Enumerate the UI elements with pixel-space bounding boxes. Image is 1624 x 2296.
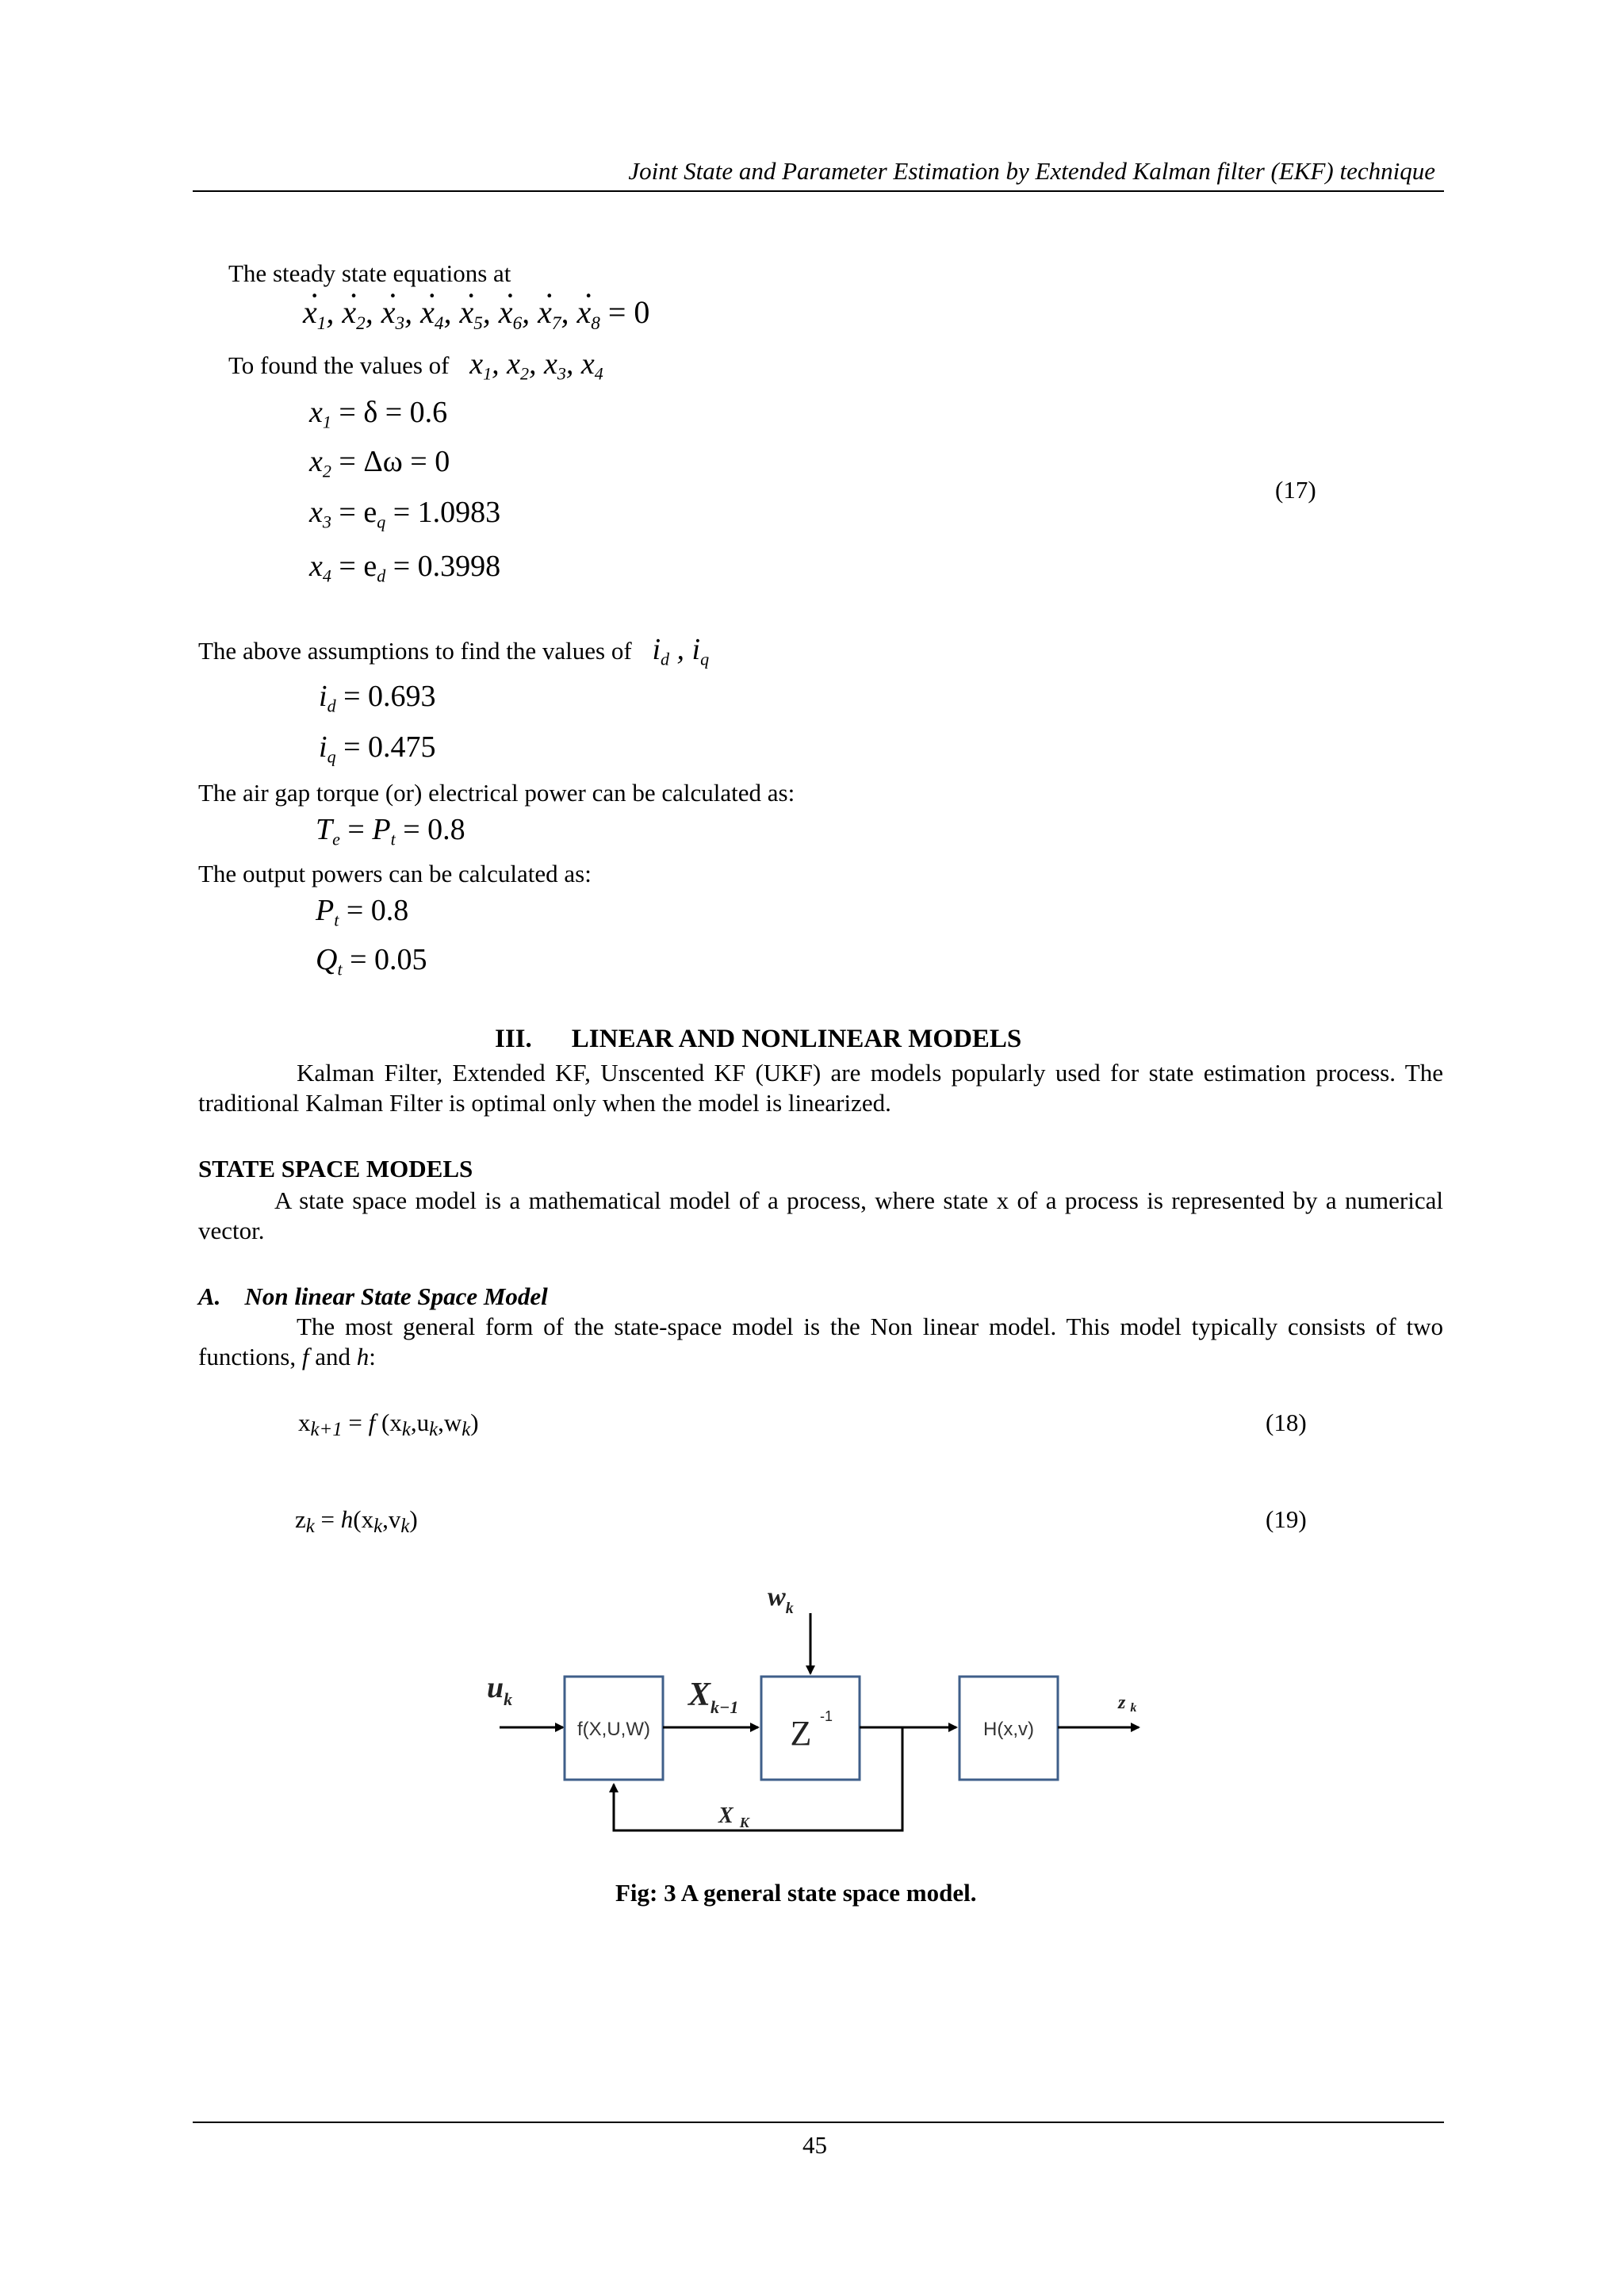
- output-label: zk: [1118, 1692, 1137, 1715]
- eq-pt: $P_t = 0.8$: [316, 894, 409, 930]
- eq19-number: (19): [1266, 1505, 1307, 1533]
- block-f-label: f(X,U,W): [577, 1719, 650, 1740]
- noise-label: $w_k$: [768, 1582, 794, 1617]
- eq18-number: (18): [1266, 1409, 1307, 1436]
- feedback-label: X $_K$: [718, 1803, 749, 1830]
- eq18: $x_{k+1} = f$ $(x_k,u_k,w_k)$: [298, 1409, 479, 1441]
- header-rule: [193, 190, 1444, 192]
- block-z-label: Z: [790, 1714, 812, 1753]
- currents-text: The above assumptions to find the values of: [198, 637, 632, 665]
- block-z-sup: -1: [820, 1708, 833, 1724]
- running-header: Joint State and Parameter Estimation by Extended Kalman filter (EKF) technique: [628, 157, 1435, 185]
- ssm-heading: STATE SPACE MODELS: [198, 1155, 473, 1182]
- section3-heading: III. LINEAR AND NONLINEAR MODELS: [495, 1025, 1022, 1053]
- eq-x4: $x_4 = e_d = 0.3998$: [309, 550, 501, 586]
- input-label: $u_k$: [487, 1671, 513, 1709]
- eq-x2: $x_2 = \Delta\omega = 0$: [309, 445, 450, 481]
- ssm-para: A state space model is a mathematical model of a process, where state x of a process is represented by a numerical vector.: [198, 1186, 1443, 1244]
- block-h-label: H(x,v): [983, 1719, 1034, 1740]
- eq17-number: (17): [1275, 476, 1316, 504]
- eq-x1: $x_1 = \delta = 0.6$: [309, 396, 448, 432]
- eq-id: $i_d = 0.693$: [319, 680, 436, 716]
- currents-line: The above assumptions to find the values of $i_d$ , $i_q$: [198, 633, 710, 669]
- dot-equation: · $x_1$, · $x_2$, · $x_3$, · $x_4$, · $x_5$, · $x_6$, · $x_7$, · $x_8 = 0$: [303, 293, 649, 331]
- eq-torque: $T_e = P_t = 0.8$: [316, 813, 465, 849]
- state-space-diagram: [476, 1578, 1189, 1872]
- output-text: The output powers can be calculated as:: [198, 860, 592, 887]
- eq19: $z_k = h(x_k,v_k)$: [295, 1505, 418, 1538]
- eq-qt: $Q_t = 0.05$: [316, 943, 427, 979]
- eq-iq: $i_q = 0.475$: [319, 730, 436, 767]
- dot-eq-rhs: = 0: [607, 294, 650, 330]
- found-text: To found the values of: [228, 351, 450, 379]
- eq-x3: $x_3 = e_q = 1.0983$: [309, 496, 501, 532]
- sectionA-heading: A. Non linear State Space Model: [198, 1282, 548, 1310]
- torque-text: The air gap torque (or) electrical power can be calculated as:: [198, 779, 795, 807]
- steady-intro: The steady state equations at: [228, 259, 511, 287]
- page-number: 45: [802, 2131, 827, 2159]
- figure-caption: Fig: 3 A general state space model.: [615, 1879, 977, 1907]
- footer-rule: [193, 2122, 1444, 2123]
- state-label: $X_{k-1}$: [688, 1677, 739, 1717]
- section3-para: Kalman Filter, Extended KF, Unscented KF (UKF) are models popularly used for state estimation process. The traditional Kalman Filter is optimal only when the model is linearized.: [198, 1059, 1443, 1117]
- found-line: To found the values of $x_1$, $x_2$, $x_3$, $x_4$: [228, 347, 603, 384]
- sectionA-para: The most general form of the state-space model is the Non linear model. This model typically consists of two functions, f and h:: [198, 1313, 1443, 1370]
